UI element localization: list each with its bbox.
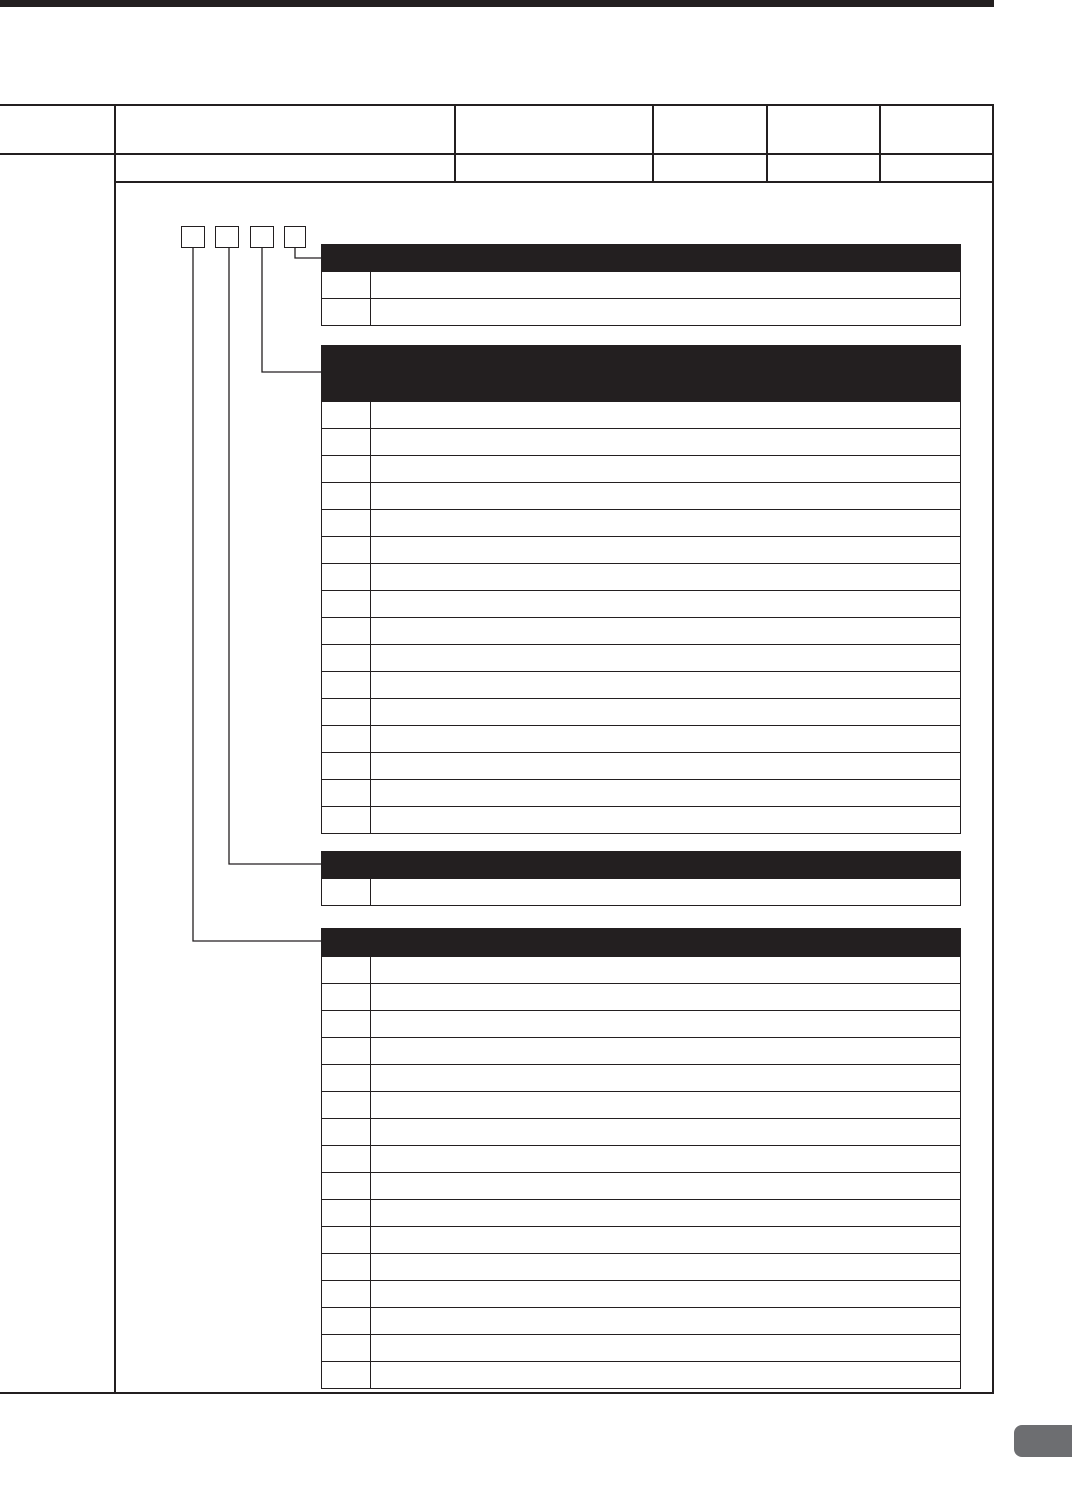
row-code: [322, 672, 371, 698]
row-description: [371, 1146, 960, 1172]
row-description: [371, 1038, 960, 1064]
digit-table-header: [321, 345, 961, 402]
table-row: [321, 1173, 961, 1200]
digit-table-header: [321, 244, 961, 272]
row-code: [322, 272, 371, 298]
row-description: [371, 780, 960, 806]
row-code: [322, 807, 371, 833]
row-code: [322, 1119, 371, 1145]
row-description: [371, 483, 960, 509]
row-code: [322, 699, 371, 725]
row-description: [371, 672, 960, 698]
row-code: [322, 984, 371, 1010]
table-row: [321, 672, 961, 699]
row-code: [322, 1146, 371, 1172]
digit-table-1st: [321, 244, 961, 326]
row-code: [322, 564, 371, 590]
row-code: [322, 402, 371, 428]
table-row: [321, 1254, 961, 1281]
connector-3rd-digit: [229, 248, 321, 864]
row-description: [371, 726, 960, 752]
row-code: [322, 299, 371, 325]
row-code: [322, 1281, 371, 1307]
table-row: [321, 272, 961, 299]
table-row: [321, 645, 961, 672]
row-code: [322, 483, 371, 509]
table-row: [321, 1011, 961, 1038]
row-description: [371, 1011, 960, 1037]
row-description: [371, 272, 960, 298]
connector-1st-digit: [295, 248, 321, 258]
row-code: [322, 1200, 371, 1226]
row-description: [371, 1335, 960, 1361]
digit-table-2nd: [321, 345, 961, 834]
table-row: [321, 1038, 961, 1065]
table-row: [321, 299, 961, 326]
table-row: [321, 456, 961, 483]
row-description: [371, 402, 960, 428]
row-description: [371, 591, 960, 617]
table-row: [321, 807, 961, 834]
connector-2nd-digit: [262, 248, 321, 372]
row-description: [371, 1065, 960, 1091]
row-description: [371, 957, 960, 983]
row-description: [371, 564, 960, 590]
connector-4th-digit: [193, 248, 321, 941]
digit-table-rows: [321, 957, 961, 1389]
row-description: [371, 299, 960, 325]
row-code: [322, 1092, 371, 1118]
row-code: [322, 537, 371, 563]
row-description: [371, 1119, 960, 1145]
table-row: [321, 957, 961, 984]
table-row: [321, 1281, 961, 1308]
row-description: [371, 753, 960, 779]
table-row: [321, 1065, 961, 1092]
table-row: [321, 699, 961, 726]
page-tab: [1014, 1425, 1072, 1457]
row-description: [371, 1173, 960, 1199]
table-row: [321, 1362, 961, 1389]
row-code: [322, 591, 371, 617]
digit-table-header: [321, 851, 961, 879]
row-description: [371, 618, 960, 644]
row-code: [322, 1173, 371, 1199]
row-description: [371, 1092, 960, 1118]
digit-table-rows: [321, 879, 961, 906]
table-row: [321, 564, 961, 591]
table-row: [321, 591, 961, 618]
row-code: [322, 780, 371, 806]
table-row: [321, 402, 961, 429]
digit-table-rows: [321, 272, 961, 326]
row-description: [371, 984, 960, 1010]
row-code: [322, 1362, 371, 1388]
table-row: [321, 537, 961, 564]
digit-table-rows: [321, 402, 961, 834]
row-description: [371, 537, 960, 563]
table-row: [321, 618, 961, 645]
table-row: [321, 1146, 961, 1173]
row-code: [322, 456, 371, 482]
row-code: [322, 1227, 371, 1253]
row-code: [322, 1335, 371, 1361]
row-code: [322, 957, 371, 983]
digit-table-4th: [321, 928, 961, 1389]
row-description: [371, 510, 960, 536]
row-description: [371, 807, 960, 833]
table-row: [321, 780, 961, 807]
row-code: [322, 510, 371, 536]
table-row: [321, 429, 961, 456]
row-description: [371, 879, 960, 905]
table-row: [321, 1119, 961, 1146]
row-code: [322, 753, 371, 779]
table-row: [321, 1308, 961, 1335]
table-row: [321, 753, 961, 780]
row-description: [371, 645, 960, 671]
row-description: [371, 1254, 960, 1280]
row-description: [371, 1227, 960, 1253]
table-row: [321, 1200, 961, 1227]
row-code: [322, 618, 371, 644]
row-code: [322, 1065, 371, 1091]
table-row: [321, 984, 961, 1011]
row-code: [322, 1254, 371, 1280]
table-row: [321, 1227, 961, 1254]
row-code: [322, 1011, 371, 1037]
row-code: [322, 726, 371, 752]
row-code: [322, 1308, 371, 1334]
row-code: [322, 429, 371, 455]
digit-table-3rd: [321, 851, 961, 906]
digit-table-header: [321, 928, 961, 957]
row-description: [371, 699, 960, 725]
row-code: [322, 1038, 371, 1064]
row-description: [371, 1308, 960, 1334]
row-code: [322, 645, 371, 671]
row-description: [371, 429, 960, 455]
row-code: [322, 879, 371, 905]
table-row: [321, 1335, 961, 1362]
row-description: [371, 456, 960, 482]
table-row: [321, 510, 961, 537]
table-row: [321, 726, 961, 753]
table-row: [321, 879, 961, 906]
table-row: [321, 1092, 961, 1119]
row-description: [371, 1281, 960, 1307]
row-description: [371, 1200, 960, 1226]
table-row: [321, 483, 961, 510]
row-description: [371, 1362, 960, 1388]
